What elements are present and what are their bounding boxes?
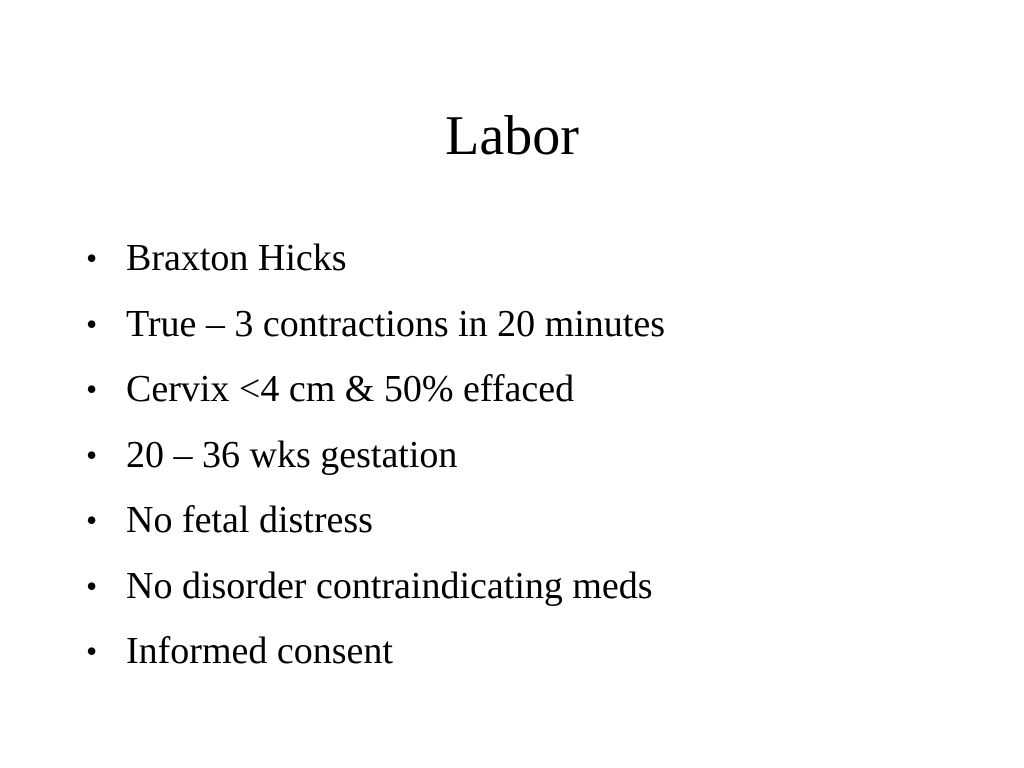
bullet-icon: • (86, 436, 98, 473)
bullet-item (86, 423, 986, 489)
bullet-icon: • (86, 633, 98, 669)
bullet-text: No fetal distress (126, 499, 373, 541)
bullet-icon: • (86, 305, 98, 342)
bullet-item (86, 226, 986, 292)
bullet-item (86, 488, 986, 554)
bullet-text: True – 3 contractions in 20 minutes (126, 302, 665, 345)
bullet-item (86, 554, 986, 620)
bullet-icon: • (86, 371, 98, 407)
bullet-text: Cervix <4 cm & 50% effaced (126, 368, 575, 410)
bullet-item (86, 357, 986, 423)
bullet-text: 20 – 36 wks gestation (126, 433, 458, 476)
bullet-text: No disorder contraindicating meds (126, 564, 653, 607)
bullet-text: Braxton Hicks (126, 237, 347, 279)
bullet-icon: • (86, 240, 98, 276)
bullet-icon: • (86, 502, 98, 538)
bullet-text: Informed consent (126, 630, 393, 672)
bullet-item (86, 619, 986, 685)
bullet-list (86, 226, 986, 685)
bullet-icon: • (86, 567, 98, 604)
bullet-item (86, 292, 986, 358)
slide-title: Labor (445, 105, 579, 167)
